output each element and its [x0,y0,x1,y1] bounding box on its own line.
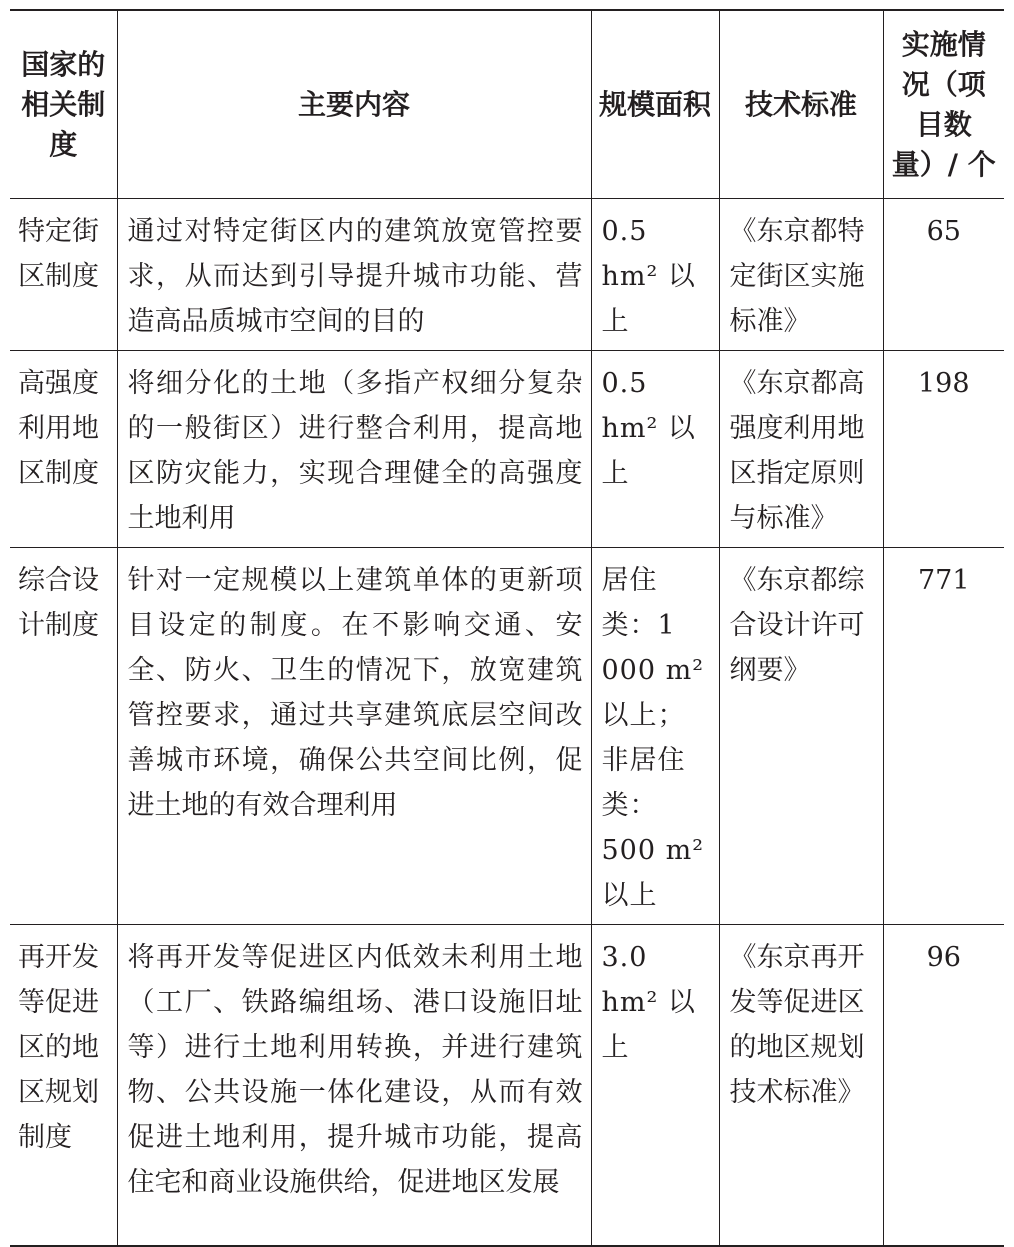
cell-scale: 居住类：1 000 m² 以上；非居住类：500 m² 以上 [591,548,719,925]
policy-table [10,9,1004,1247]
header-standard: 技术标准 [719,10,883,199]
cell-system: 综合设计制度 [10,548,117,925]
cell-standard: 《东京都特定街区实施标准》 [719,199,883,351]
table-row [10,548,1004,925]
cell-standard: 《东京都综合设计许可纲要》 [719,548,883,925]
cell-content: 将细分化的土地（多指产权细分复杂的一般街区）进行整合利用，提高地区防灾能力，实现合理健全的高强度土地利用 [117,351,591,548]
cell-content: 将再开发等促进区内低效未利用土地（工厂、铁路编组场、港口设施旧址等）进行土地利用转换，并进行建筑物、公共设施一体化建设，从而有效促进土地利用，提升城市功能，提高住宅和商业设施供给，促进地区发展 [117,925,591,1247]
policy-table-container [10,9,1004,1247]
cell-scale: 3.0 hm² 以上 [591,925,719,1247]
header-content: 主要内容 [117,10,591,199]
cell-count: 771 [883,548,1004,925]
cell-scale: 0.5 hm² 以上 [591,199,719,351]
header-count: 实施情况（项目数量）/ 个 [883,10,1004,199]
cell-content: 通过对特定街区内的建筑放宽管控要求，从而达到引导提升城市功能、营造高品质城市空间的目的 [117,199,591,351]
cell-count: 65 [883,199,1004,351]
cell-count: 198 [883,351,1004,548]
header-scale: 规模面积 [591,10,719,199]
table-row [10,199,1004,351]
table-row [10,925,1004,1247]
table-row [10,351,1004,548]
cell-count: 96 [883,925,1004,1247]
cell-standard: 《东京都高强度利用地区指定原则与标准》 [719,351,883,548]
cell-system: 高强度利用地区制度 [10,351,117,548]
header-system: 国家的相关制度 [10,10,117,199]
cell-standard: 《东京再开发等促进区的地区规划技术标准》 [719,925,883,1247]
cell-scale: 0.5 hm² 以上 [591,351,719,548]
cell-system: 再开发等促进区的地区规划制度 [10,925,117,1247]
header-row [10,10,1004,199]
cell-content: 针对一定规模以上建筑单体的更新项目设定的制度。在不影响交通、安全、防火、卫生的情况下，放宽建筑管控要求，通过共享建筑底层空间改善城市环境，确保公共空间比例，促进土地的有效合理利用 [117,548,591,925]
cell-system: 特定街区制度 [10,199,117,351]
